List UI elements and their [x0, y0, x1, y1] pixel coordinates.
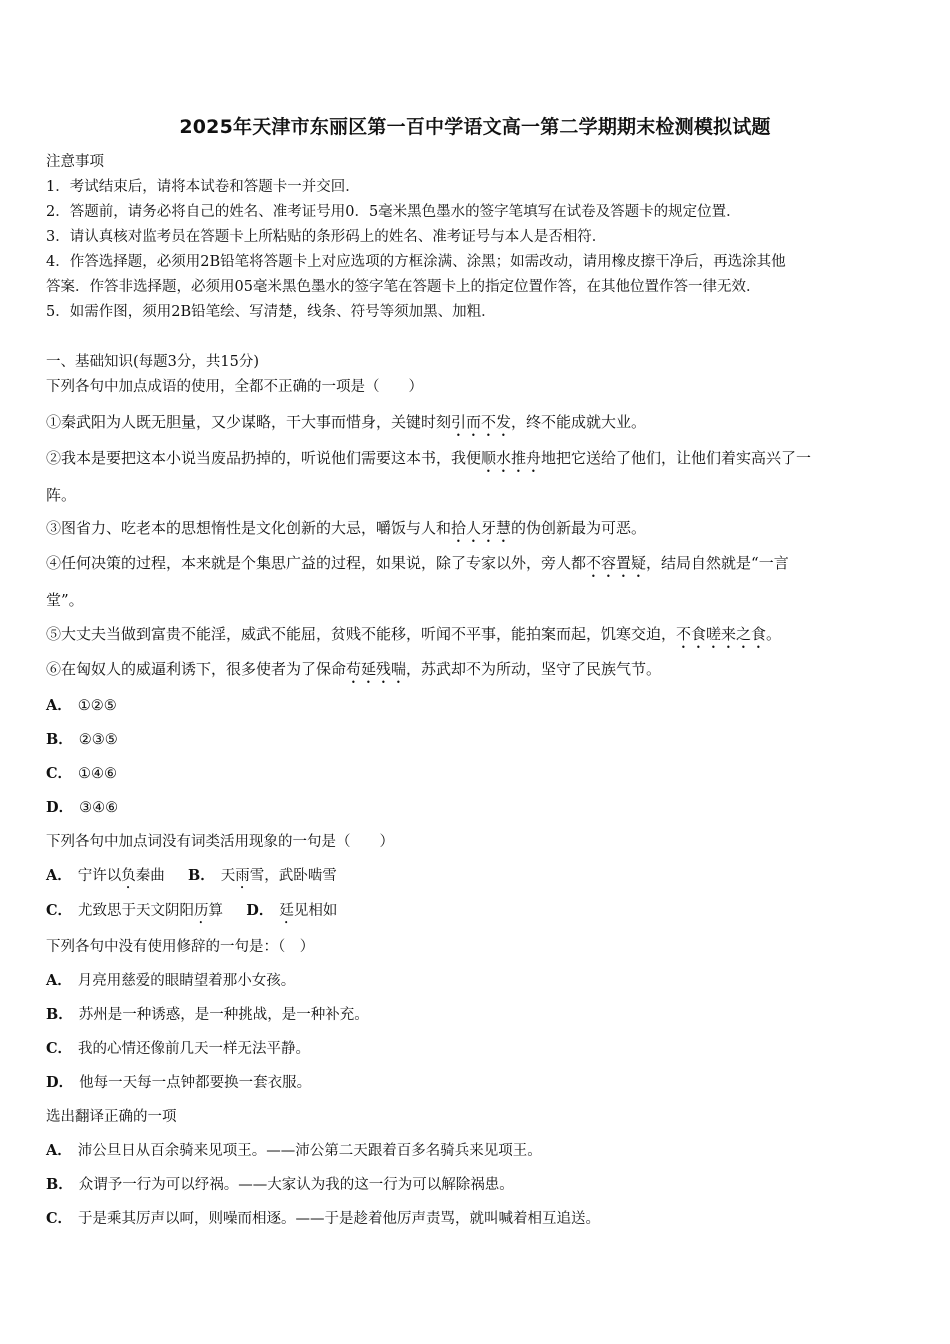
q2-option-a[interactable]	[46, 868, 165, 884]
q3-option-c[interactable]	[46, 1037, 916, 1058]
option-text: 尤致思于天文阴阳	[78, 903, 195, 919]
option-text: 秦曲	[135, 868, 165, 884]
option-letter: D．	[46, 799, 74, 816]
question-3-stem: 下列各句中没有使用修辞的一句是：（ ）	[46, 939, 315, 955]
option-text: 宁许以	[77, 868, 122, 884]
question-4-stem: 选出翻译正确的一项	[46, 1109, 177, 1125]
sentence-text: ，结局自然就是“一言	[646, 554, 789, 572]
dotted-idiom: 不容置疑	[586, 554, 647, 572]
notice-item: 3．请认真核对监考员在答题卡上所粘贴的条形码上的姓名、准考证号与本人是否相符．	[46, 229, 607, 245]
dotted-idiom: 不食嗟来之食	[676, 625, 767, 643]
option-text: 见相如	[293, 903, 338, 919]
section-heading: 一、基础知识(每题3分，共15分)	[46, 354, 259, 370]
q1-option-d[interactable]	[46, 796, 916, 817]
q1-sentence-5	[46, 623, 916, 652]
option-letter: A．	[46, 697, 72, 714]
sentence-text: ③图省力、吃老本的思想惰性是文化创新的大忌，嚼饭与人和	[46, 519, 452, 537]
option-letter: A．	[46, 1142, 72, 1159]
option-text: 我的心情还像前几天一样无法平静。	[78, 1041, 311, 1057]
q1-sentence-3	[46, 517, 916, 546]
option-text: 他每一天每一点钟都要换一套衣服。	[79, 1075, 312, 1091]
option-text: 算	[208, 903, 224, 919]
option-letter: A．	[46, 972, 72, 989]
q1-option-a[interactable]	[46, 694, 916, 715]
notice-item: 1．考试结束后，请将本试卷和答题卡一并交回．	[46, 179, 360, 195]
option-letter: B．	[187, 867, 215, 884]
notice-item: 4．作答选择题，必须用2B铅笔将答题卡上对应选项的方框涂满、涂黑；如需改动，请用橡皮擦干净后，再选涂其他	[46, 254, 786, 270]
option-text: 雪，武卧啮雪	[249, 868, 337, 884]
dotted-idiom: 拾人牙慧	[451, 519, 512, 537]
dotted-idiom: 引而不发	[451, 413, 512, 431]
page-title: 2025年天津市东丽区第一百中学语文高一第二学期期末检测模拟试题	[179, 116, 771, 138]
q1-sentence-2	[46, 447, 916, 476]
q1-sentence-6	[46, 658, 916, 687]
q3-option-b[interactable]	[46, 1003, 916, 1024]
dotted-idiom: 苟延残喘	[346, 660, 407, 678]
option-text: 于是乘其厉声以呵，则噪而相逐。——于是趁着他厉声责骂，就叫喊着相互追送。	[78, 1211, 601, 1227]
option-letter: B．	[46, 1176, 73, 1193]
q3-option-d[interactable]	[46, 1071, 916, 1092]
option-text: ③④⑥	[79, 800, 119, 816]
sentence-text: ①秦武阳为人既无胆量，又少谋略，干大事而惜身，关键时刻	[46, 413, 452, 431]
q1-sentence-1	[46, 411, 916, 440]
option-letter: C．	[46, 902, 73, 919]
dotted-word: 廷	[279, 903, 294, 919]
question-2-stem: 下列各句中加点词没有词类活用现象的一句是（ ）	[46, 834, 394, 850]
q4-option-c[interactable]	[46, 1207, 916, 1228]
option-text: 众谓予一行为可以纾祸。——大家认为我的这一行为可以解除祸患。	[78, 1177, 514, 1193]
sentence-text: ⑤大丈夫当做到富贵不能淫，威武不能屈，贫贱不能移，听闻不平事，能拍案而起，饥寒交迫，	[46, 625, 677, 643]
dotted-word: 负	[121, 868, 136, 884]
sentence-text: ④任何决策的过程，本来就是个集思广益的过程，如果说，除了专家以外，旁人都	[46, 554, 587, 572]
option-text: ①②⑤	[77, 698, 117, 714]
notice-item: 5．如需作图，须用2B铅笔绘、写清楚，线条、符号等须加黑、加粗．	[46, 304, 496, 320]
q1-sentence-4-cont: 堂”。	[46, 591, 84, 609]
option-letter: B．	[46, 731, 73, 748]
option-text: ②③⑤	[78, 732, 118, 748]
option-letter: B．	[46, 1006, 73, 1023]
q1-sentence-4	[46, 552, 916, 581]
sentence-text: 。	[766, 625, 782, 643]
q3-option-a[interactable]	[46, 969, 916, 990]
sentence-text: ，终不能成就大业。	[511, 413, 647, 431]
notice-block	[46, 150, 916, 325]
sentence-text: 地把它送给了他们，让他们着实高兴了一	[541, 449, 812, 467]
notice-item: 答案．作答非选择题，必须用05毫米黑色墨水的签字笔在答题卡上的指定位置作答，在其他位置作答一律无效．	[46, 279, 761, 295]
q2-option-b[interactable]	[188, 868, 337, 884]
q1-sentence-2-cont: 阵。	[46, 486, 77, 504]
option-text: ①④⑥	[78, 766, 118, 782]
q2-options-row-2	[46, 899, 916, 927]
notice-item: 2．答题前，请务必将自己的姓名、准考证号用0．5毫米黑色墨水的签字笔填写在试卷及答题卡的规定位置．	[46, 204, 741, 220]
q2-options-row-1	[46, 864, 916, 892]
option-letter: C．	[46, 765, 73, 782]
option-letter: D．	[46, 1074, 74, 1091]
sentence-text: ②我本是要把这本小说当废品扔掉的，听说他们需要这本书，我便	[46, 449, 482, 467]
question-1-stem: 下列各句中加点成语的使用，全都不正确的一项是（ ）	[46, 379, 423, 395]
option-text: 月亮用慈爱的眼睛望着那小女孩。	[77, 973, 296, 989]
q4-option-b[interactable]	[46, 1173, 916, 1194]
notice-heading: 注意事项	[46, 154, 104, 170]
q2-option-c[interactable]	[46, 903, 223, 919]
option-letter: A．	[46, 867, 72, 884]
q1-option-b[interactable]	[46, 728, 916, 749]
option-text: 苏州是一种诱惑，是一种挑战，是一种补充。	[78, 1007, 369, 1023]
sentence-text: 的伪创新最为可恶。	[511, 519, 647, 537]
q1-option-c[interactable]	[46, 762, 916, 783]
sentence-text: ⑥在匈奴人的威逼利诱下，很多使者为了保命	[46, 660, 347, 678]
option-text: 天	[220, 868, 236, 884]
dotted-word: 历	[194, 903, 209, 919]
option-text: 沛公旦日从百余骑来见项王。——沛公第二天跟着百多名骑兵来见项王。	[77, 1143, 542, 1159]
option-letter: C．	[46, 1040, 73, 1057]
option-letter: C．	[46, 1210, 73, 1227]
q4-option-a[interactable]	[46, 1139, 916, 1160]
dotted-word: 雨	[235, 868, 250, 884]
option-letter: D．	[246, 902, 274, 919]
dotted-idiom: 顺水推舟	[481, 449, 542, 467]
sentence-text: ，苏武却不为所动，坚守了民族气节。	[406, 660, 662, 678]
q2-option-d[interactable]	[246, 903, 337, 919]
